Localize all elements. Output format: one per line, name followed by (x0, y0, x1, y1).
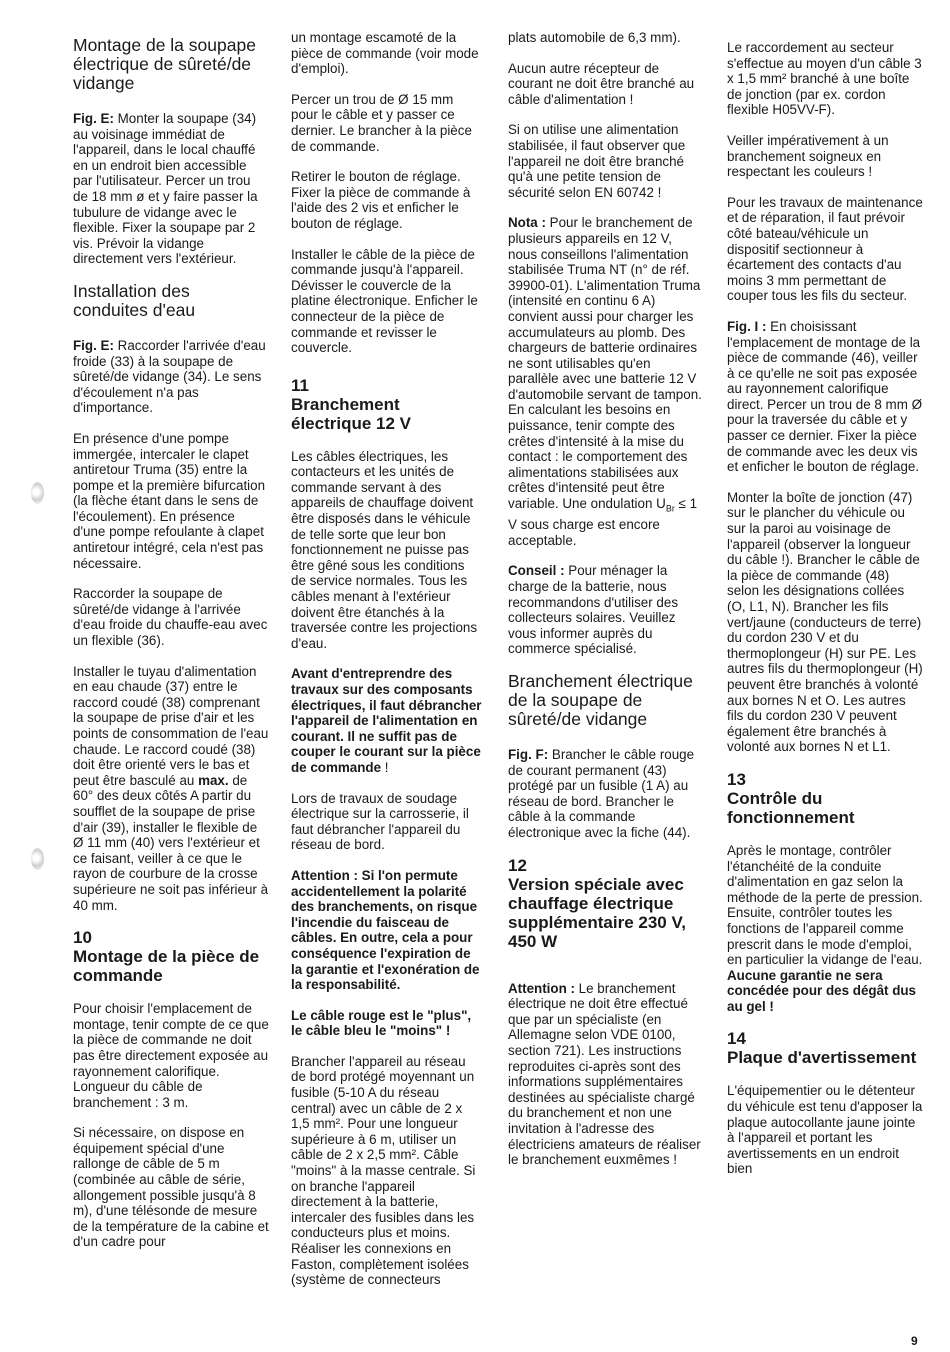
paragraph-text: Après le montage, contrôler l'étanchéité de la conduite d'alimentation en gaz selon la méthode de la perte de pression. Ensuite, contrôler toutes les fonctions de l'appareil comme prescrit dans le mode d'emploi, en particulier la vidange de l'eau. (727, 842, 923, 968)
paragraph (73, 111, 269, 267)
bold-text: max. (198, 772, 229, 788)
column-2 (291, 30, 483, 1303)
paragraph: Brancher l'appareil au réseau de bord protégé moyennant un fusible (5-10 A du réseau central) avec un câble de 2 x 1,5 mm². Pour une longueur supérieure à 6 m, utiliser un câble de 2 x 2,5 mm². Câble "moins" à la masse centrale. Si on branche l'appareil directement à la batterie, intercaler des fusibles dans les conducteurs plus et moins. Réaliser les connexions en Faston, complètement isolées (système de connecteurs (291, 1053, 476, 1288)
section-number: 13 (727, 769, 746, 789)
paragraph: Raccorder la soupape de sûreté/de vidange à l'arrivée d'eau froide du chauffe-eau avec un flexible (36). (73, 586, 268, 649)
heading-section-11 (291, 376, 483, 433)
section-title: Version spéciale avec chauffage électrique supplémentaire 230 V, 450 W (508, 874, 686, 951)
paragraph: Lors de travaux de soudage électrique sur la carrosserie, il faut débrancher l'appareil du réseau de bord. (291, 790, 469, 853)
fig-label: Fig. I : (727, 318, 767, 334)
paragraph: Monter la boîte de jonction (47) sur le plancher du véhicule ou sur la paroi au voisinage de l'appareil (observer la longueur du câble !). Brancher le câble de la pièce de commande (48) selon les désignations collées (O, L1, N). Brancher les fils vert/jaune (conducteurs de terre) du cordon 230 V et du thermoplongeur (H) sur PE. Les autres fils du thermoplongeur (H) peuvent être branchés à volonté aux bornes N et O. Les autres fils du cordon 230 V peuvent également être branchés à volonté aux bornes N et L1. (727, 489, 923, 755)
paragraph-text: Pour ménager la charge de la batterie, nous recommandons d'utiliser des collecteurs solaires. Veuillez vous informer auprès du commerce spécialisé. (508, 563, 679, 657)
paragraph-text: Monter la soupape (34) au voisinage immédiat de l'appareil, dans le local chauffé en un endroit bien accessible par l'utilisateur. Percer un trou de 18 mm ø et y faire passer la tubulure de vidange avec le flexible. Fixer la soupape par 2 vis. Prévoir la vidange directement vers l'extérieur. (73, 111, 258, 267)
heading-section-10 (73, 928, 269, 985)
paragraph-text: ! (381, 759, 389, 775)
paragraph-text: de 60° des deux côtés A partir du soufflet de la soupape de prise d'air (39), installer le flexible de Ø 11 mm (40) vers l'extérieur et ce faisant, veiller à ce que le rayon de courbure de la crosse supérieure ne soit pas inférieur à 40 mm. (73, 772, 269, 913)
punch-hole-top (31, 482, 44, 504)
column-3 (508, 30, 704, 1183)
paragraph (508, 563, 704, 657)
paragraph: Pour choisir l'emplacement de montage, tenir compte de ce que la pièce de commande ne doit pas être directement exposée au rayonnement calorifique. Longueur du câble de branchement : 3 m. (73, 1001, 269, 1110)
warning-paragraph: Attention : Si l'on permute accidentellement la polarité des branchements, on risque l'incendie du faisceau de câbles. En outre, cela a pour conséquence l'expiration de la garantie et l'exonération de la responsabilité. (291, 867, 480, 993)
heading-section-13 (727, 770, 923, 827)
paragraph: Si nécessaire, on dispose en équipement spécial d'une rallonge de câble de 5 m (combinée au câble de série, allongement possible jusqu'à 8 m), d'une télésonde de mesure de la température de la cabine et d'un cadre pour (73, 1125, 269, 1250)
cable-color-note: Le câble rouge est le "plus", le câble bleu le "moins" ! (291, 1007, 472, 1039)
fig-label: Fig. E: (73, 111, 114, 126)
section-number: 10 (73, 928, 92, 948)
paragraph (73, 338, 269, 416)
section-number: 14 (727, 1029, 746, 1049)
section-number: 12 (508, 855, 527, 875)
paragraph: Si on utilise une alimentation stabilisée, il faut observer que l'appareil ne doit être branché qu'à une petite tension de sécurité selon EN 60742 ! (508, 122, 686, 200)
section-title: Plaque d'avertissement (727, 1048, 917, 1068)
paragraph: Veiller impérativement à un branchement soigneux en respectant les couleurs ! (727, 132, 889, 180)
heading-valve-mounting: Montage de la soupape électrique de sûreté/de vidange (73, 35, 256, 93)
bold-text: Avant d'entreprendre des travaux sur des composants électriques, il faut débrancher l'appareil de l'alimentation en courant. Il ne suffit pas de couper le courant sur la pièce de commande (291, 666, 482, 775)
page-number: 9 (911, 1334, 918, 1348)
paragraph-text: Le branchement électrique ne doit être effectué que par un spécialiste (en Allemagne selon VDE 0100, section 721). Les instructions reproduites ci-après sont des informations supplémentaires destinées au spécialiste chargé du branchement et non une invitation à l'adresse des électriciens amateurs de réaliser le branchement euxmêmes ! (508, 980, 701, 1168)
paragraph (73, 664, 269, 914)
attention-label: Attention : (508, 980, 575, 996)
paragraph (291, 666, 483, 775)
paragraph: Les câbles électriques, les contacteurs et les unités de commande servant à des appareils de chauffage doivent être disposés dans le véhicule de telle sorte que leur bon fonctionnement ne puisse pas être gêné sous les conditions de service normales. Tous les câbles menant à l'extérieur doivent être étanchés à la traversée contre les projections d'eau. (291, 448, 478, 651)
paragraph-text: Raccorder l'arrivée d'eau froide (33) à la soupape de sûreté/de vidange (34). Le sens d'écoulement n'a pas d'importance. (73, 337, 266, 416)
paragraph: L'équipementier ou le détenteur du véhicule est tenu d'apposer la plaque autocollante jaune jointe à l'appareil et portant les avertissements en un endroit bien (727, 1083, 923, 1177)
column-4 (727, 30, 923, 1192)
fig-label: Fig. F: (508, 747, 549, 763)
paragraph: Percer un trou de Ø 15 mm pour le câble et y passer ce dernier. Le brancher à la pièce de commande. (291, 91, 472, 154)
paragraph-text: Installer le tuyau d'alimentation en eau chaude (37) entre le raccord coudé (38) comprenant la soupape de prise d'air et les points de consommation de l'eau chaude. Le raccord coudé (38) doit être orienté vers le bas et peut être basculé au (73, 663, 269, 788)
heading-water-pipes: Installation des conduites d'eau (73, 280, 196, 320)
heading-section-12 (508, 856, 704, 951)
paragraph: Retirer le bouton de réglage. Fixer la pièce de commande à l'aide des 2 vis et enficher le bouton de réglage. (291, 169, 471, 231)
note-label: Nota : (508, 215, 546, 231)
fig-label: Fig. E: (73, 337, 114, 353)
paragraph (508, 215, 704, 548)
paragraph: plats automobile de 6,3 mm). (508, 30, 681, 45)
paragraph: Pour les travaux de maintenance et de réparation, il faut prévoir côté bateau/véhicule un dispositif sectionneur à écartement des contacts d'au moins 3 mm permettant de couper tous les fils du secteur. (727, 194, 923, 304)
section-title: Montage de la pièce de commande (73, 947, 260, 986)
paragraph-text: Pour le branchement de plusieurs appareils en 12 V, nous conseillons l'alimentation stabilisée Truma NT (n° de réf. 39900-01). L'alimentation Truma (intensité en continu 6 A) convient aussi pour charger les accumulateurs au plomb. Des chargeurs de batterie ordinaires ne sont utilisables qu'en parallèle avec une batterie 12 V d'automobile servant de tampon. En calculant les besoins en puissance, tenir compte des crêtes d'intensité à la mise du contact : le comportement des alimentations stabilisées aux crêtes d'intensité peut être variable. Une ondulation U (508, 215, 702, 512)
paragraph (508, 981, 704, 1168)
column-1 (73, 30, 269, 1265)
paragraph: Le raccordement au secteur s'effectue au moyen d'un câble 3 x 1,5 mm² branché à une boîte de jonction (par ex. cordon flexible H05VV-F). (727, 40, 922, 118)
section-number: 11 (291, 375, 309, 395)
tip-label: Conseil : (508, 563, 565, 579)
paragraph: En présence d'une pompe immergée, intercaler le clapet antiretour Truma (35) entre la pompe et la première bifurcation (la flèche étant dans le sens de l'écoulement). En présence d'une pompe refoulante à clapet antiretour intégré, cela n'est pas nécessaire. (73, 430, 266, 571)
section-title: Contrôle du fonctionnement (727, 788, 855, 827)
paragraph-text: ≤ 1 V sous charge est encore acceptable. (508, 496, 698, 548)
paragraph (508, 747, 704, 841)
punch-hole-bottom (31, 848, 44, 870)
paragraph (727, 843, 923, 1015)
heading-valve-electric: Branchement électrique de la soupape de sûreté/de vidange (508, 671, 693, 730)
paragraph (727, 319, 923, 475)
paragraph: un montage escamoté de la pièce de commande (voir mode d'emploi). (291, 30, 479, 77)
paragraph: Installer le câble de la pièce de commande jusqu'à l'appareil. Dévisser le couvercle de la platine électronique. Enficher le connecteur de la pièce de commande et revisser le couvercle. (291, 246, 478, 356)
paragraph-text: En choisissant l'emplacement de montage de la pièce de commande (46), veiller à ce qu'elle ne soit pas exposée au rayonnement calorifique direct. Percer un trou de 8 mm Ø pour la traversée du câble et y passer ce dernier. Fixer la pièce de commande avec les deux vis et enficher le bouton de réglage. (727, 318, 922, 475)
heading-section-14 (727, 1029, 923, 1067)
paragraph-text: Brancher le câble rouge de courant permanent (43) protégé par un fusible (1 A) au réseau de bord. Brancher le câble à la commande électronique avec la fiche (44). (508, 747, 695, 841)
section-title: Branchement électrique 12 V (291, 394, 412, 433)
bold-text: Aucune garantie ne sera concédée pour des dégât dus au gel ! (727, 967, 916, 1014)
subscript: Br (665, 503, 675, 514)
paragraph: Aucun autre récepteur de courant ne doit être branché au câble d'alimentation ! (508, 60, 695, 107)
